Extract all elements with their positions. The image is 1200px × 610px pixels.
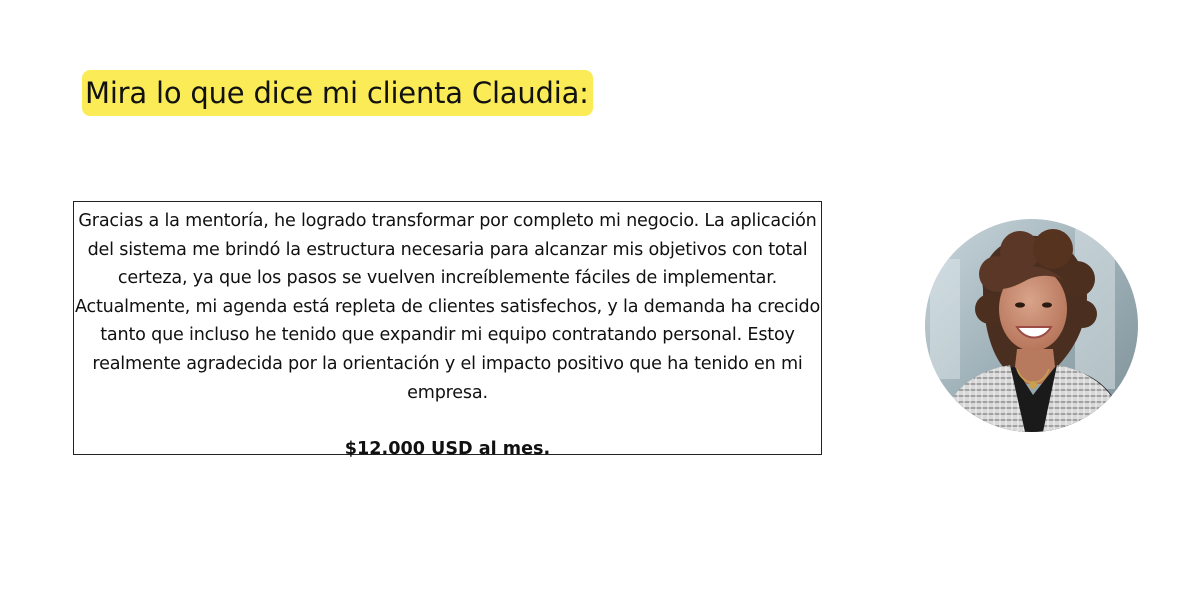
testimonial-heading: Mira lo que dice mi clienta Claudia: xyxy=(82,70,593,116)
testimonial-text: Gracias a la mentoría, he logrado transformar por completo mi negocio. La aplicación del sistema me brindó la estructura necesaria para alcanzar mis objetivos con total certeza, ya que los pasos se vuelven increíblemente fáciles de implementar. Actualmente, mi agenda está repleta de clientes satisfechos, y la demanda ha crecido tanto que incluso he tenido que expandir mi equipo contratando personal. Estoy realmente agradecida por la orientación y el impacto positivo que ha tenido en mi empresa. xyxy=(74,211,821,403)
client-avatar xyxy=(925,219,1138,432)
client-portrait-icon xyxy=(925,219,1138,432)
testimonial-card xyxy=(73,201,822,460)
testimonial-result: $12.000 USD al mes. xyxy=(344,439,551,460)
